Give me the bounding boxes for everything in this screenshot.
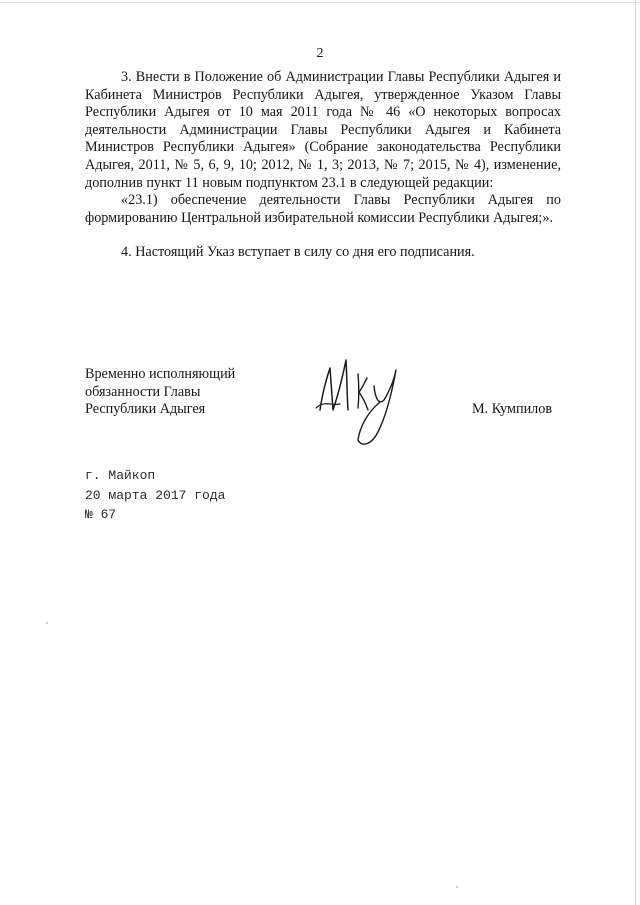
document-body bbox=[85, 69, 561, 262]
signatory-title bbox=[85, 366, 275, 419]
signatory-title-line: Временно исполняющий bbox=[85, 366, 236, 382]
scan-speck bbox=[456, 886, 458, 888]
document-footer bbox=[85, 466, 225, 525]
scan-right-edge bbox=[635, 0, 636, 905]
handwritten-signature bbox=[306, 340, 406, 450]
footer-city: г. Майкоп bbox=[85, 468, 156, 483]
paragraph-item-3: 3. Внести в Положение об Администрации Главы Республики Адыгея и Кабинета Министров Республики Адыгея, утвержденное Указом Главы Республики Адыгея от 10 мая 2011 года № 46 «О некоторых вопросах деятельности Администрации Главы Республики Адыгея и Кабинета Министров Республики Адыгея» (Собрание законодательства Республики Адыгея, 2011, № 5, 6, 9, 10; 2012, № 1, 3; 2013, № 7; 2015, № 4), изменение, дополнив пункт 11 новым подпунктом 23.1 в следующей редакции: bbox=[85, 69, 561, 191]
page-number: 2 bbox=[316, 46, 324, 61]
signatory-name: М. Кумпилов bbox=[472, 401, 553, 417]
scan-speck bbox=[46, 622, 48, 624]
footer-date: 20 марта 2017 года bbox=[85, 487, 226, 503]
signatory-title-line: Республики Адыгея bbox=[85, 401, 206, 418]
paragraph-subitem-23-1: «23.1) обеспечение деятельности Главы Республики Адыгея по формированию Центральной избирательной комиссии Республики Адыгея;». bbox=[85, 192, 561, 226]
paragraph-item-4: 4. Настоящий Указ вступает в силу со дня его подписания. bbox=[121, 244, 475, 261]
signatory-title-line: обязанности Главы bbox=[85, 383, 201, 400]
scan-top-edge bbox=[0, 2, 640, 3]
footer-number: № 67 bbox=[85, 507, 117, 522]
